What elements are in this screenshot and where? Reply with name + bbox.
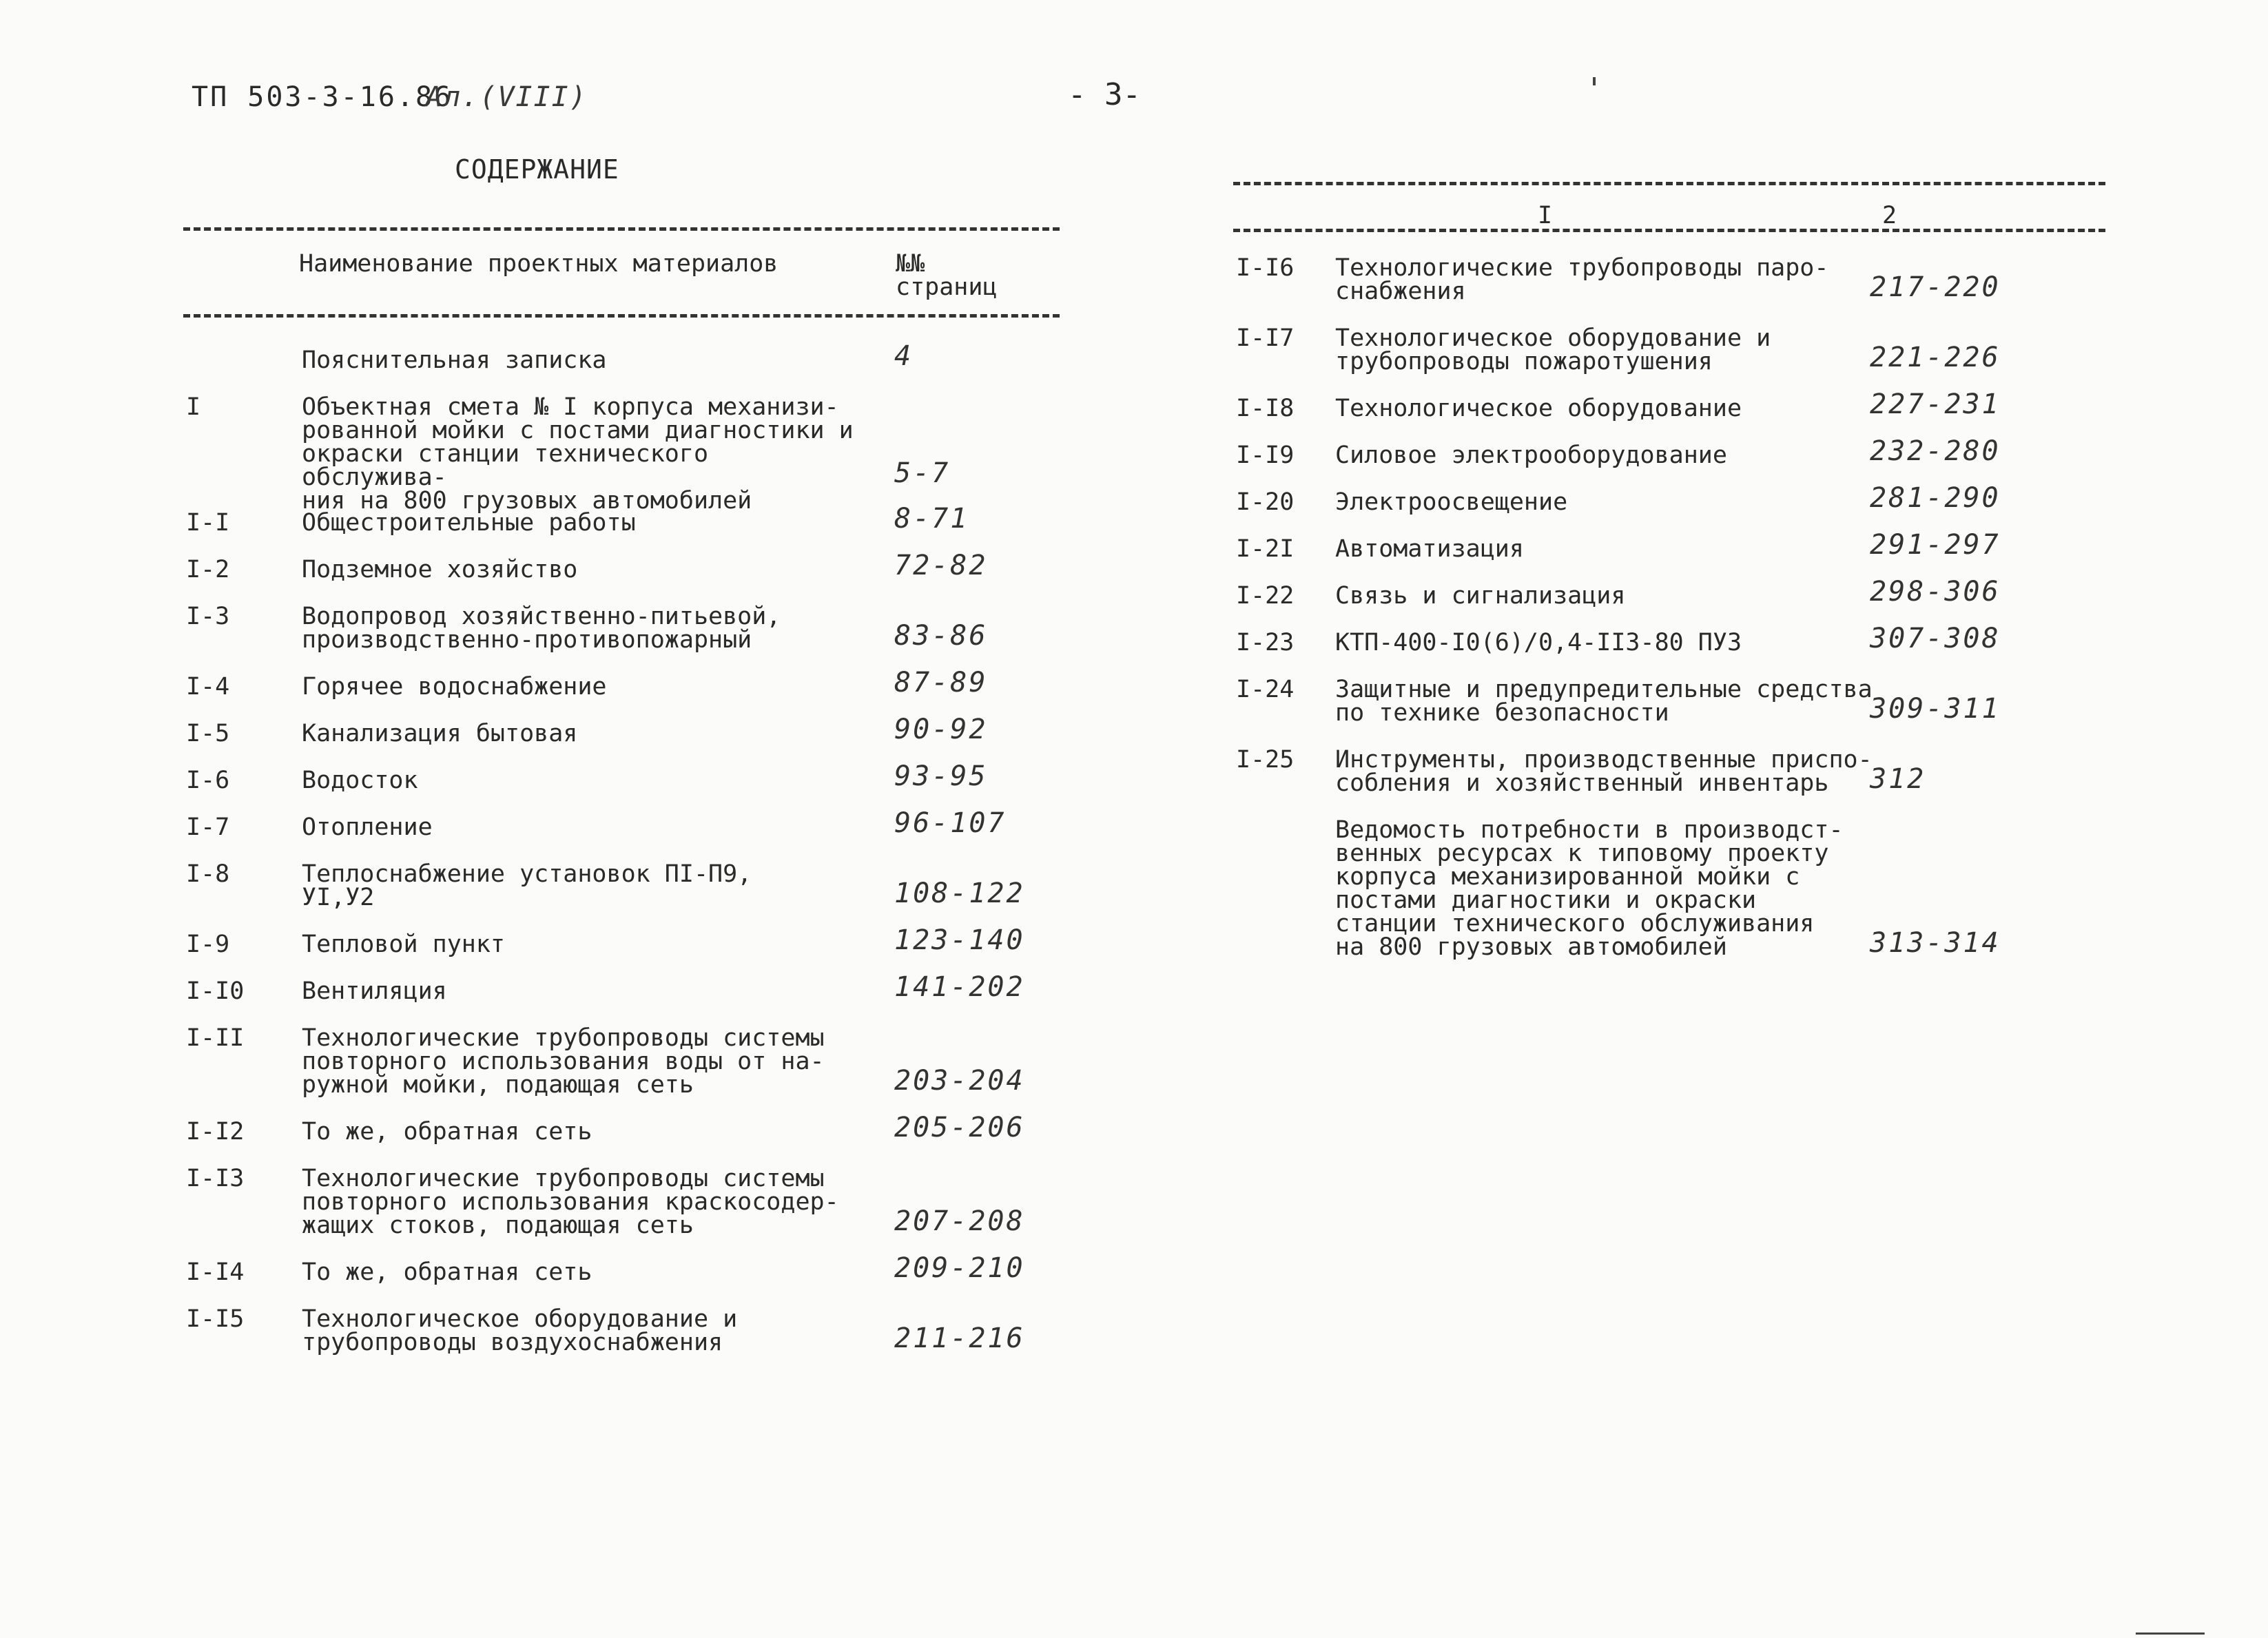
entry-pages: 4 (894, 340, 914, 372)
entry-title: Электроосвещение (1335, 488, 1568, 516)
entry-code: I-2I (1236, 535, 1295, 563)
entry-pages: 205-206 (894, 1112, 1025, 1143)
entry-title: Технологические трубопроводы паро- снабжения (1335, 254, 1829, 305)
entry-pages: 209-210 (894, 1252, 1025, 1284)
entry-pages: 298-306 (1870, 576, 2001, 608)
entry-title: Защитные и предупредительные средства по технике безопасности (1335, 676, 1873, 727)
right-col-1-header: I (1538, 202, 1553, 229)
entry-code: I-I6 (1236, 254, 1295, 282)
entry-code: I-I (186, 509, 230, 537)
entry-title: Канализация бытовая (302, 720, 578, 747)
entry-title: Вентиляция (302, 977, 447, 1005)
entry-code: I-I7 (1236, 324, 1295, 352)
entry-code: I-5 (186, 720, 230, 747)
entry-code: I-I4 (186, 1258, 245, 1286)
entry-pages: 83-86 (894, 620, 988, 652)
entry-title: Общестроительные работы (302, 509, 636, 537)
entry-pages: 96-107 (894, 807, 1007, 839)
entry-pages: 211-216 (894, 1323, 1025, 1354)
entry-code: I-3 (186, 603, 230, 630)
entry-title: Технологические трубопроводы системы повторного использования краскосодер- жащих стоков, подающая сеть (302, 1165, 839, 1239)
entry-pages: 307-308 (1870, 623, 2001, 654)
entry-code: I-I2 (186, 1118, 245, 1145)
contents-title: СОДЕРЖАНИЕ (455, 154, 619, 185)
entry-title: Связь и сигнализация (1335, 582, 1626, 610)
scan-mark-bottom-rule (2136, 1632, 2205, 1635)
entry-pages: 123-140 (894, 924, 1025, 956)
entry-code: I-I3 (186, 1165, 245, 1192)
entry-pages: 207-208 (894, 1205, 1025, 1237)
left-col-pages-header: №№ страниц (896, 250, 998, 301)
entry-pages: 312 (1870, 763, 1926, 795)
entry-title: Водосток (302, 767, 418, 794)
entry-pages: 5-7 (894, 457, 951, 489)
entry-title: Отопление (302, 813, 433, 841)
entry-title: Теплоснабжение установок ПI-П9, УI,У2 (302, 860, 752, 911)
entry-title: Технологические трубопроводы системы повторного использования воды от на- ружной мойки, подающая сеть (302, 1024, 825, 1099)
entry-pages: 90-92 (894, 714, 988, 745)
entry-title: То же, обратная сеть (302, 1258, 592, 1286)
entry-code: I-I0 (186, 977, 245, 1005)
entry-pages: 217-220 (1870, 271, 2001, 303)
entry-title: Водопровод хозяйственно-питьевой, производственно-противопожарный (302, 603, 781, 654)
entry-pages: 232-280 (1870, 435, 2001, 467)
scan-mark (1593, 77, 1596, 85)
entry-code: I-24 (1236, 676, 1295, 703)
entry-code: I-6 (186, 767, 230, 794)
entry-pages: 309-311 (1870, 693, 2001, 725)
left-header-bottom-rule (183, 314, 1060, 318)
right-header-top-rule (1233, 182, 2105, 185)
entry-code: I-9 (186, 931, 230, 958)
entry-code: I-7 (186, 813, 230, 841)
document-code: ТП 503-3-16.86 (192, 81, 453, 113)
entry-pages: 87-89 (894, 667, 988, 698)
entry-title: Автоматизация (1335, 535, 1524, 563)
entry-title: Технологическое оборудование (1335, 395, 1742, 422)
entry-title: КТП-400-I0(6)/0,4-II3-80 ПУЗ (1335, 629, 1742, 656)
entry-pages: 221-226 (1870, 342, 2001, 373)
right-col-2-header: 2 (1882, 202, 1897, 229)
entry-title: Тепловой пункт (302, 931, 506, 958)
entry-pages: 108-122 (894, 878, 1025, 909)
left-header-top-rule (183, 227, 1060, 231)
entry-title: Технологическое оборудование и трубопроводы воздухоснабжения (302, 1305, 738, 1356)
entry-pages: 203-204 (894, 1065, 1025, 1097)
entry-code: I-I5 (186, 1305, 245, 1333)
entry-pages: 141-202 (894, 971, 1025, 1003)
entry-code: I (186, 393, 201, 421)
page-number: - 3- (1068, 77, 1141, 112)
entry-title: Горячее водоснабжение (302, 673, 607, 701)
entry-pages: 291-297 (1870, 529, 2001, 561)
album-number: Ал.(VIII) (426, 81, 588, 113)
entry-pages: 8-71 (894, 503, 969, 535)
entry-title: Технологическое оборудование и трубопроводы пожаротушения (1335, 324, 1771, 375)
entry-title: Пояснительная записка (302, 346, 607, 374)
entry-title: Ведомость потребности в производст- венных ресурсах к типовому проекту корпуса механизированной мойки с постами диагностики и окраски станции технического обслуживания на 800 грузовых автомобилей (1335, 816, 1844, 961)
entry-title: То же, обратная сеть (302, 1118, 592, 1145)
entry-code: I-23 (1236, 629, 1295, 656)
entry-code: I-I9 (1236, 442, 1295, 469)
entry-code: I-II (186, 1024, 245, 1052)
entry-title: Силовое электрооборудование (1335, 442, 1727, 469)
entry-pages: 93-95 (894, 760, 988, 792)
entry-pages: 227-231 (1870, 388, 2001, 420)
entry-code: I-I8 (1236, 395, 1295, 422)
entry-code: I-4 (186, 673, 230, 701)
right-header-bottom-rule (1233, 229, 2105, 232)
entry-code: I-8 (186, 860, 230, 888)
entry-title: Инструменты, производственные приспо- собления и хозяйственный инвентарь (1335, 746, 1873, 797)
entry-code: I-22 (1236, 582, 1295, 610)
entry-pages: 72-82 (894, 550, 988, 581)
entry-code: I-2 (186, 556, 230, 583)
left-col-name-header: Наименование проектных материалов (299, 250, 779, 278)
entry-pages: 313-314 (1870, 927, 2001, 959)
entry-pages: 281-290 (1870, 482, 2001, 514)
entry-title: Объектная смета № I корпуса механизи- рованной мойки с постами диагностики и окраски станции технического обслужива- ния на 800 грузовых автомобилей (302, 393, 854, 515)
entry-code: I-20 (1236, 488, 1295, 516)
entry-code: I-25 (1236, 746, 1295, 774)
entry-title: Подземное хозяйство (302, 556, 578, 583)
